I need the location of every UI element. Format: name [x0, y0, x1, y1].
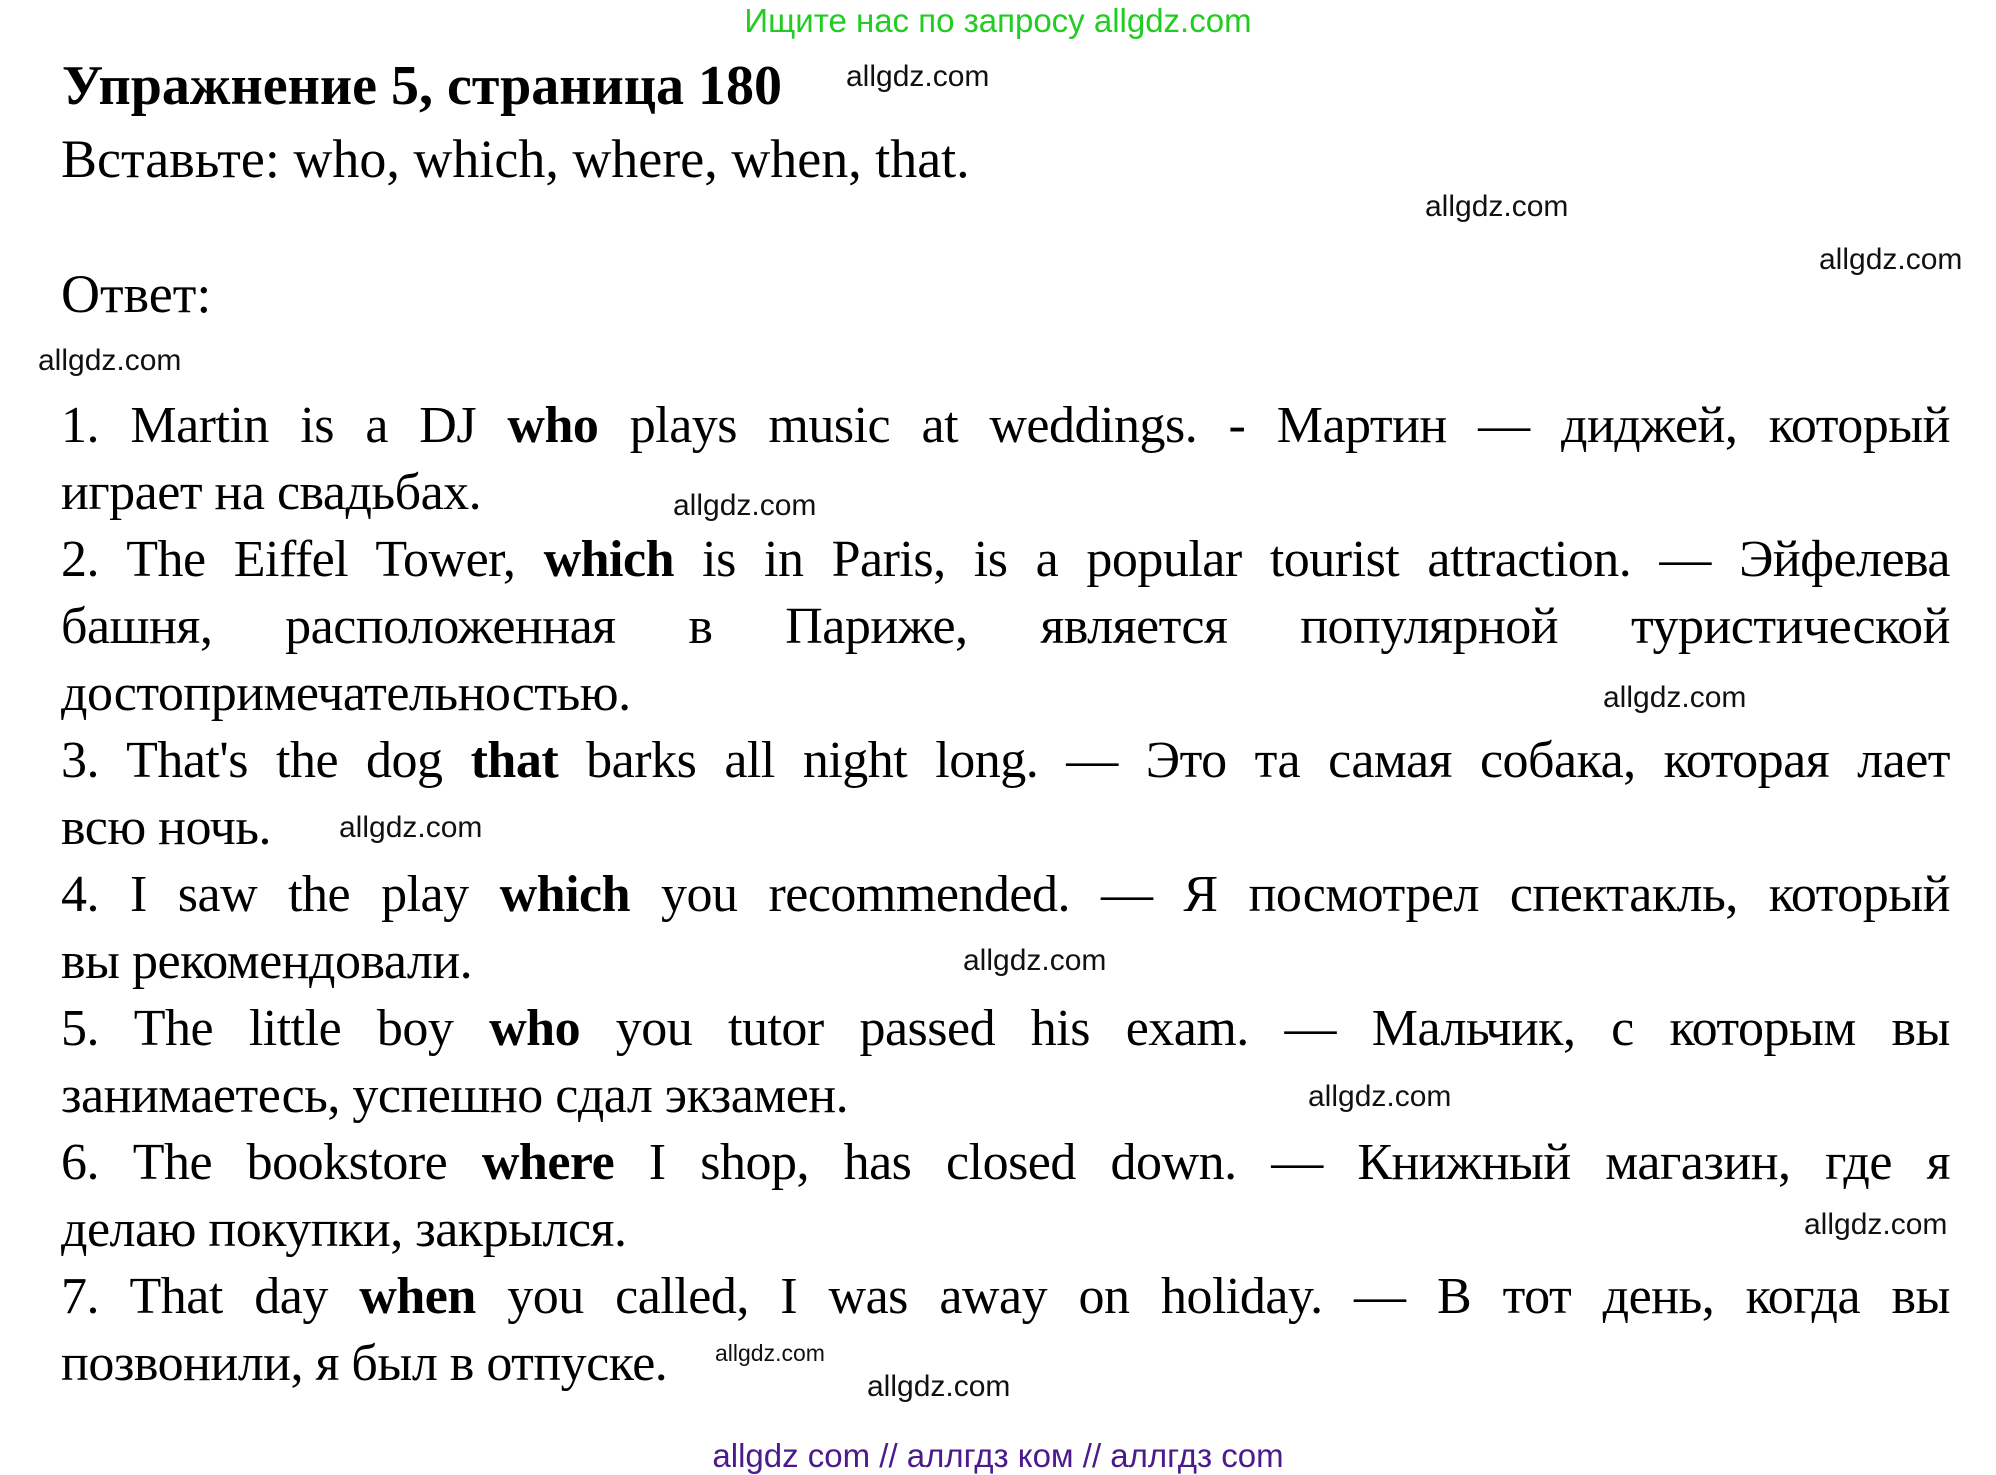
answer-item — [61, 392, 1950, 526]
watermark: allgdz.com — [1819, 243, 1963, 276]
sentence-text: 2. The Eiffel Tower, — [61, 531, 544, 588]
inserted-word: that — [470, 732, 559, 789]
answer-line — [61, 995, 1950, 1062]
sentence-text: plays music at weddings. - Мартин — диджей, который — [598, 397, 1950, 454]
watermark: allgdz.com — [867, 1370, 1011, 1403]
answer-line: занимаетесь, успешно сдал экзамен. — [61, 1067, 849, 1124]
sentence-text: you tutor passed his exam. — Мальчик, с которым вы — [580, 1000, 1950, 1057]
task-instruction: Вставьте: who, which, where, when, that. — [61, 129, 970, 189]
answer-line — [61, 1263, 1950, 1330]
watermark: allgdz.com — [1425, 190, 1569, 223]
answer-line: позвонили, я был в отпуске. — [61, 1335, 668, 1392]
watermark: allgdz.com — [1804, 1208, 1948, 1241]
promo-banner: Ищите нас по запросу allgdz.com — [744, 2, 1252, 39]
answer-list — [61, 392, 1950, 1397]
answer-line — [61, 392, 1950, 459]
sentence-text: you called, I was away on holiday. — В тот день, когда вы — [475, 1268, 1950, 1325]
answer-line: вы рекомендовали. — [61, 933, 473, 990]
watermark: allgdz.com — [846, 60, 990, 93]
answer-label: Ответ: — [61, 264, 212, 324]
watermark: allgdz.com — [38, 344, 182, 377]
watermark: allgdz.com — [1603, 681, 1747, 714]
sentence-text: is in Paris, is a popular tourist attraction. — Эйфелева — [673, 531, 1950, 588]
answer-line: всю ночь. — [61, 799, 272, 856]
watermark: allgdz.com — [339, 811, 483, 844]
page-title: Упражнение 5, страница 180 — [62, 55, 783, 117]
sentence-text: barks all night long. — Это та самая собака, которая лает — [558, 732, 1951, 789]
inserted-word: who — [489, 1000, 581, 1057]
sentence-text: 7. That day — [61, 1268, 360, 1325]
sentence-text: 6. The bookstore — [61, 1134, 482, 1191]
watermark: allgdz.com — [1308, 1080, 1452, 1113]
sentence-text: I shop, has closed down. — Книжный магазин, где я — [614, 1134, 1950, 1191]
answer-line: играет на свадьбах. — [61, 464, 482, 521]
inserted-word: where — [481, 1134, 615, 1191]
sentence-text: you recommended. — Я посмотрел спектакль, который — [630, 866, 1950, 923]
footer-links: allgdz com // аллгдз ком // аллгдз com — [712, 1437, 1284, 1474]
answer-line — [61, 727, 1950, 794]
watermark: allgdz.com — [715, 1340, 825, 1366]
sentence-text: 4. I saw the play — [61, 866, 500, 923]
watermark: allgdz.com — [673, 489, 817, 522]
answer-line: делаю покупки, закрылся. — [61, 1201, 627, 1258]
answer-line — [61, 526, 1950, 593]
sentence-text: 5. The little boy — [61, 1000, 490, 1057]
answer-line — [61, 1129, 1950, 1196]
inserted-word: which — [543, 531, 674, 588]
answer-item — [61, 1129, 1950, 1263]
sentence-text: 1. Martin is a DJ — [61, 397, 508, 454]
sentence-text: 3. That's the dog — [61, 732, 471, 789]
watermark: allgdz.com — [963, 944, 1107, 977]
answer-line: достопримечательностью. — [61, 665, 631, 722]
answer-line — [61, 861, 1950, 928]
inserted-word: which — [499, 866, 631, 923]
inserted-word: who — [507, 397, 599, 454]
inserted-word: when — [359, 1268, 476, 1325]
answer-line: башня, расположенная в Париже, является популярной туристической — [61, 598, 1950, 655]
answer-item — [61, 995, 1950, 1129]
